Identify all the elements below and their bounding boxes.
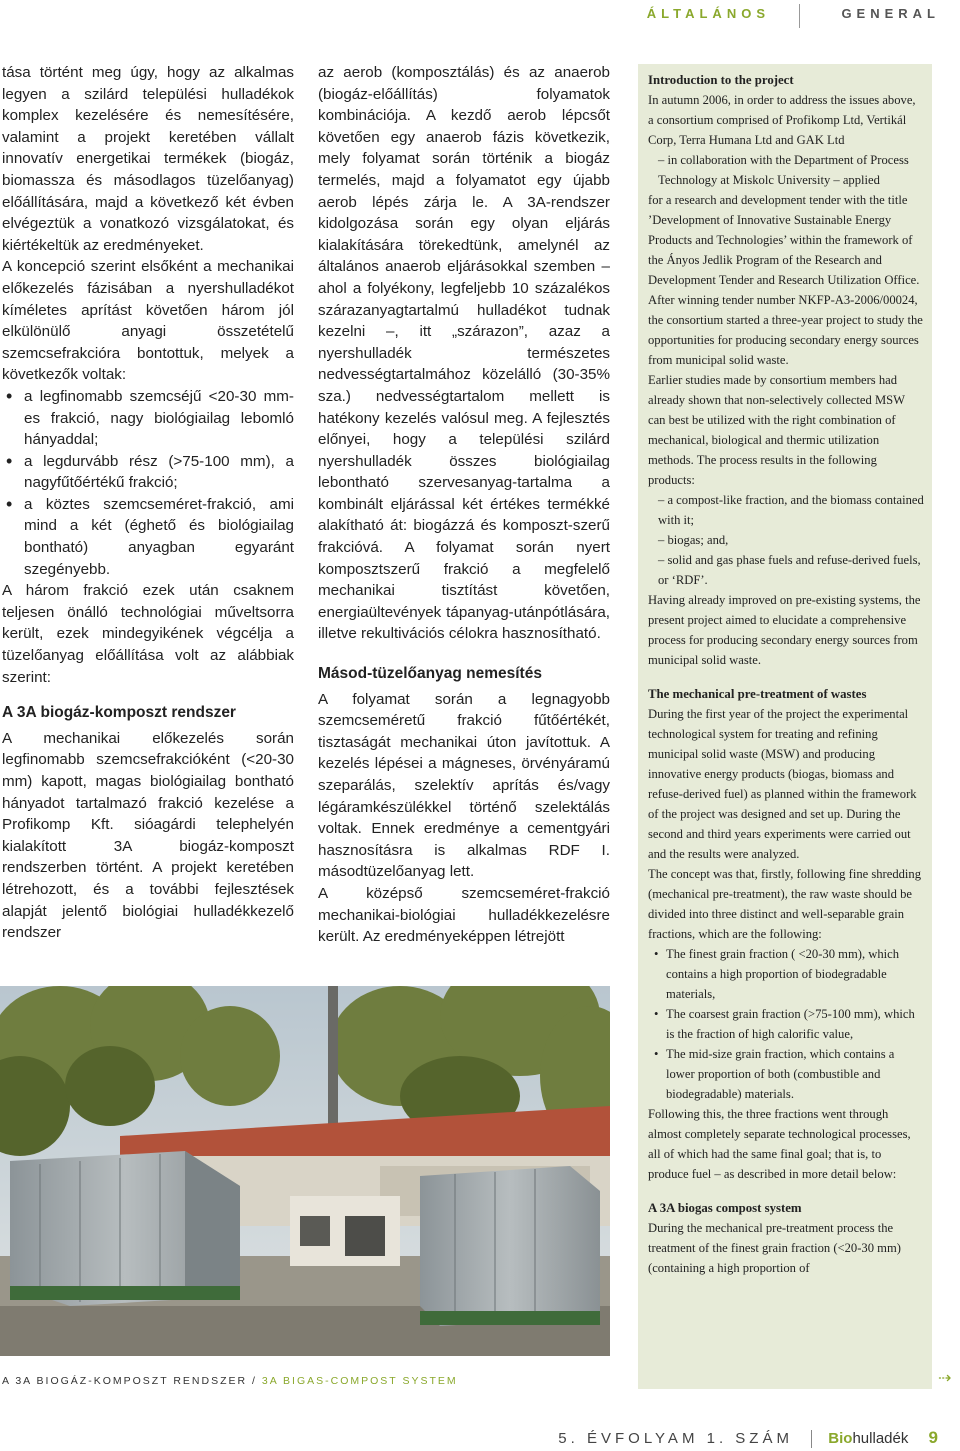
sidebar-bullet-list xyxy=(648,944,924,1104)
caption-hu: A 3A BIOGÁZ-KOMPOSZT RENDSZER / xyxy=(2,1375,262,1387)
list-item: • a legdurvább rész (>75-100 mm), a nagyfűtőértékű frakció; xyxy=(2,451,294,494)
sidebar-paragraph: During the mechanical pre-treatment process the treatment of the finest grain fraction (<20-30 mm) (containing a high proportion of xyxy=(648,1221,901,1275)
photo-caption xyxy=(2,1375,458,1387)
sidebar-paragraph: Earlier studies made by consortium members had already shown that non-selectively collected MSW can best be utilized with the right combination of mechanical, biological and thermic utilization methods. The process results in the following products: xyxy=(648,373,905,487)
sidebar-paragraph: The concept was that, firstly, following fine shredding (mechanical pre-treatment), the raw waste should be divided into three distinct and well-separable grain fractions, which are the following: xyxy=(648,867,922,941)
sidebar-paragraph: – in collaboration with the Department of Process Technology at Miskolc University – applied xyxy=(658,153,909,187)
col1-paragraph-2: A koncepció szerint elsőként a mechanikai előkezelés fázisában a nyershulladékot kíméletes aprítást követően három jól elkülönülő anyagi összetételű szemcsefrakcióra bontottuk, melyek a következők voltak: xyxy=(2,258,294,384)
col1-paragraph-4: A mechanikai előkezelés során legfinomabb szemcsefrakcióként (<20-30 mm) kapott, magas biológiailag bontható hányadot tartalmazó frakció kezelése a Profikomp Kft. sióagárdi telephelyén kialakított 3A biogáz-komposzt rendszerben történt. A projekt keretében létrehozott, és a további fejlesztések alapját jelentő biológiai hulladékkezelő rendszer xyxy=(2,729,294,942)
continue-arrow-icon: ⇢ xyxy=(938,1370,952,1387)
list-item: • The mid-size grain fraction, which contains a lower proportion of both (combustible and biodegradable) materials. xyxy=(648,1044,924,1104)
biogas-compost-system-photo xyxy=(0,986,610,1356)
col2-paragraph-3: A középső szemcseméret-frakció mechanikai-biológiai hulladékkezelésre került. Az eredményeképpen létrejött xyxy=(318,884,610,946)
column-1 xyxy=(2,62,294,944)
col2-heading: Másod-tüzelőanyag nemesítés xyxy=(318,665,542,683)
col1-bullet-list xyxy=(2,386,294,580)
section-label-en: GENERAL xyxy=(841,6,940,21)
brand-bio: Bio xyxy=(828,1430,853,1447)
col2-paragraph-2: A folyamat során a legnagyobb szemcseméretű frakció fűtőértékét, tisztaságát mechanikai úton javítottuk. A kezelés lépései a mágneses, örvényáramú szeparálás, szelektív aprítás és/vagy légáramkészülékkel történő szelektálás voltak. Ennek eredménye a cementgyári hasznosításra is alkalmas RDF I. másodtüzelőanyag lett. xyxy=(318,690,610,881)
header-divider xyxy=(799,4,800,28)
list-item: • The finest grain fraction ( <20-30 mm), which contains a high proportion of biodegradable materials, xyxy=(648,944,924,1004)
sidebar-paragraph: Following this, the three fractions went through almost completely separate technological processes, all of which had the same final goal; that is, to produce fuel – as described in more detail below: xyxy=(648,1107,911,1181)
footer-divider xyxy=(811,1430,812,1448)
list-item: • a köztes szemcseméret-frakció, ami mind a két (éghető és biológiailag bontható) anyagban egyaránt szegényebb. xyxy=(2,494,294,580)
sidebar-paragraph: During the first year of the project the experimental technological system for treating and refining municipal solid waste (MSW) and producing innovative energy products (biogas, biomass and refuse-derived fuel) as planned within the framework of the project was designed and set up. During the second and third years experiments were carried out and the results were analyzed. xyxy=(648,707,917,861)
sidebar-heading-biogas: A 3A biogas compost system xyxy=(648,1201,802,1215)
col2-paragraph-1: az aerob (komposztálás) és az anaerob (biogáz-előállítás) folyamatok kombinációja. A kezdő aerob lépcsőt követően egy anaerob fázis következik, mely folyamat során történik a biogáz termelés, majd a folyamatot egy újabb aerob lépés zárja le. A 3A-rendszer kidolgozása során egy olyan eljárás kialakítására törekedtünk, amelynél az általános anaerob eljárásokkal szemben – ahol a folyékony, legfeljebb 10 százalékos szárazanyagtartalmú hulladékot tudnak kezelni –, itt „szárazon”, azaz a nyershulladék természetes nedvességtartalmához közelálló (30-35% sza.) nedvességtartalom mellett is hatékony kezelés valósul meg. A fejlesztés előnyei, hogy a települési szilárd nyershulladék összes biológiailag lebontható szervesanyag-tartalma a kombinált eljárással két értékes termékké alakítható át: biogázzá és komposzt-szerű frakcióvá. A folyamat során nyert komposztszerű frakció a megfelelő mechanikai tisztítást követően, energiaültevények tápanyag-utánpótlására, illetve rekultivációs célokra hasznosítható. xyxy=(318,64,610,643)
section-label-hu: ÁLTALÁNOS xyxy=(646,6,770,21)
brand-hulladek: hulladék xyxy=(852,1430,909,1447)
sidebar-paragraph: for a research and development tender with the title ’Development of Innovative Sustainable Energy Products and Technologies’ within the framework of the Ányos Jedlik Program of the Research and Development Tender and Research Utilization Office. After winning tender number NKFP-A3-2006/00024, the consortium started a three-year project to study the opportunities for producing secondary energy sources from municipal solid waste. xyxy=(648,193,923,367)
list-item: • The coarsest grain fraction (>75-100 mm), which is the fraction of high calorific value, xyxy=(648,1004,924,1044)
page-footer xyxy=(558,1428,938,1448)
sidebar-heading-pretreatment: The mechanical pre-treatment of wastes xyxy=(648,687,867,701)
list-item: • a legfinomabb szemcséjű <20-30 mm-es frakció, nagy biológiailag lebomló hányaddal; xyxy=(2,386,294,451)
col1-paragraph-3: A három frakció ezek után csaknem teljesen önálló technológiai műveltsorra került, ezek mindegyikének végcélja a tüzelőanyag előállítása volt az alábbiak szerint: xyxy=(2,582,294,686)
sidebar-heading-intro: Introduction to the project xyxy=(648,73,794,87)
sidebar-paragraph: Having already improved on pre-existing systems, the present project aimed to elucidate a comprehensive process for producing secondary energy sources from municipal solid waste. xyxy=(648,593,921,667)
sidebar-dash-item: – a compost-like fraction, and the biomass contained with it; xyxy=(658,493,924,527)
page-number: 9 xyxy=(928,1428,938,1447)
issue-label: 5. ÉVFOLYAM 1. SZÁM xyxy=(558,1430,793,1447)
sidebar-dash-item: – solid and gas phase fuels and refuse-derived fuels, or ‘RDF’. xyxy=(658,553,921,587)
sidebar-paragraph: In autumn 2006, in order to address the issues above, a consortium comprised of Profikomp Ltd, Vertikál Corp, Terra Humana Ltd and GAK Ltd xyxy=(648,93,916,147)
english-sidebar xyxy=(638,64,932,1389)
col1-paragraph-1: tása történt meg úgy, hogy az alkalmas legyen a szilárd települési hulladékok komplex kezelésére és nemesítésére, valamint a projekt keretében vállalt innovatív energetikai termékek (biogáz, biomassza és másodlagos tüzelőanyag) előállítására, majd a következő két évben elvégeztük a vonatkozó vizsgálatokat, és kiértékeltük az eredményeket. xyxy=(2,64,294,254)
column-2 xyxy=(318,62,610,948)
col1-heading: A 3A biogáz-komposzt rendszer xyxy=(2,704,236,722)
sidebar-dash-item: – biogas; and, xyxy=(658,533,729,547)
caption-en: 3A BIGAS-COMPOST SYSTEM xyxy=(261,1375,458,1387)
